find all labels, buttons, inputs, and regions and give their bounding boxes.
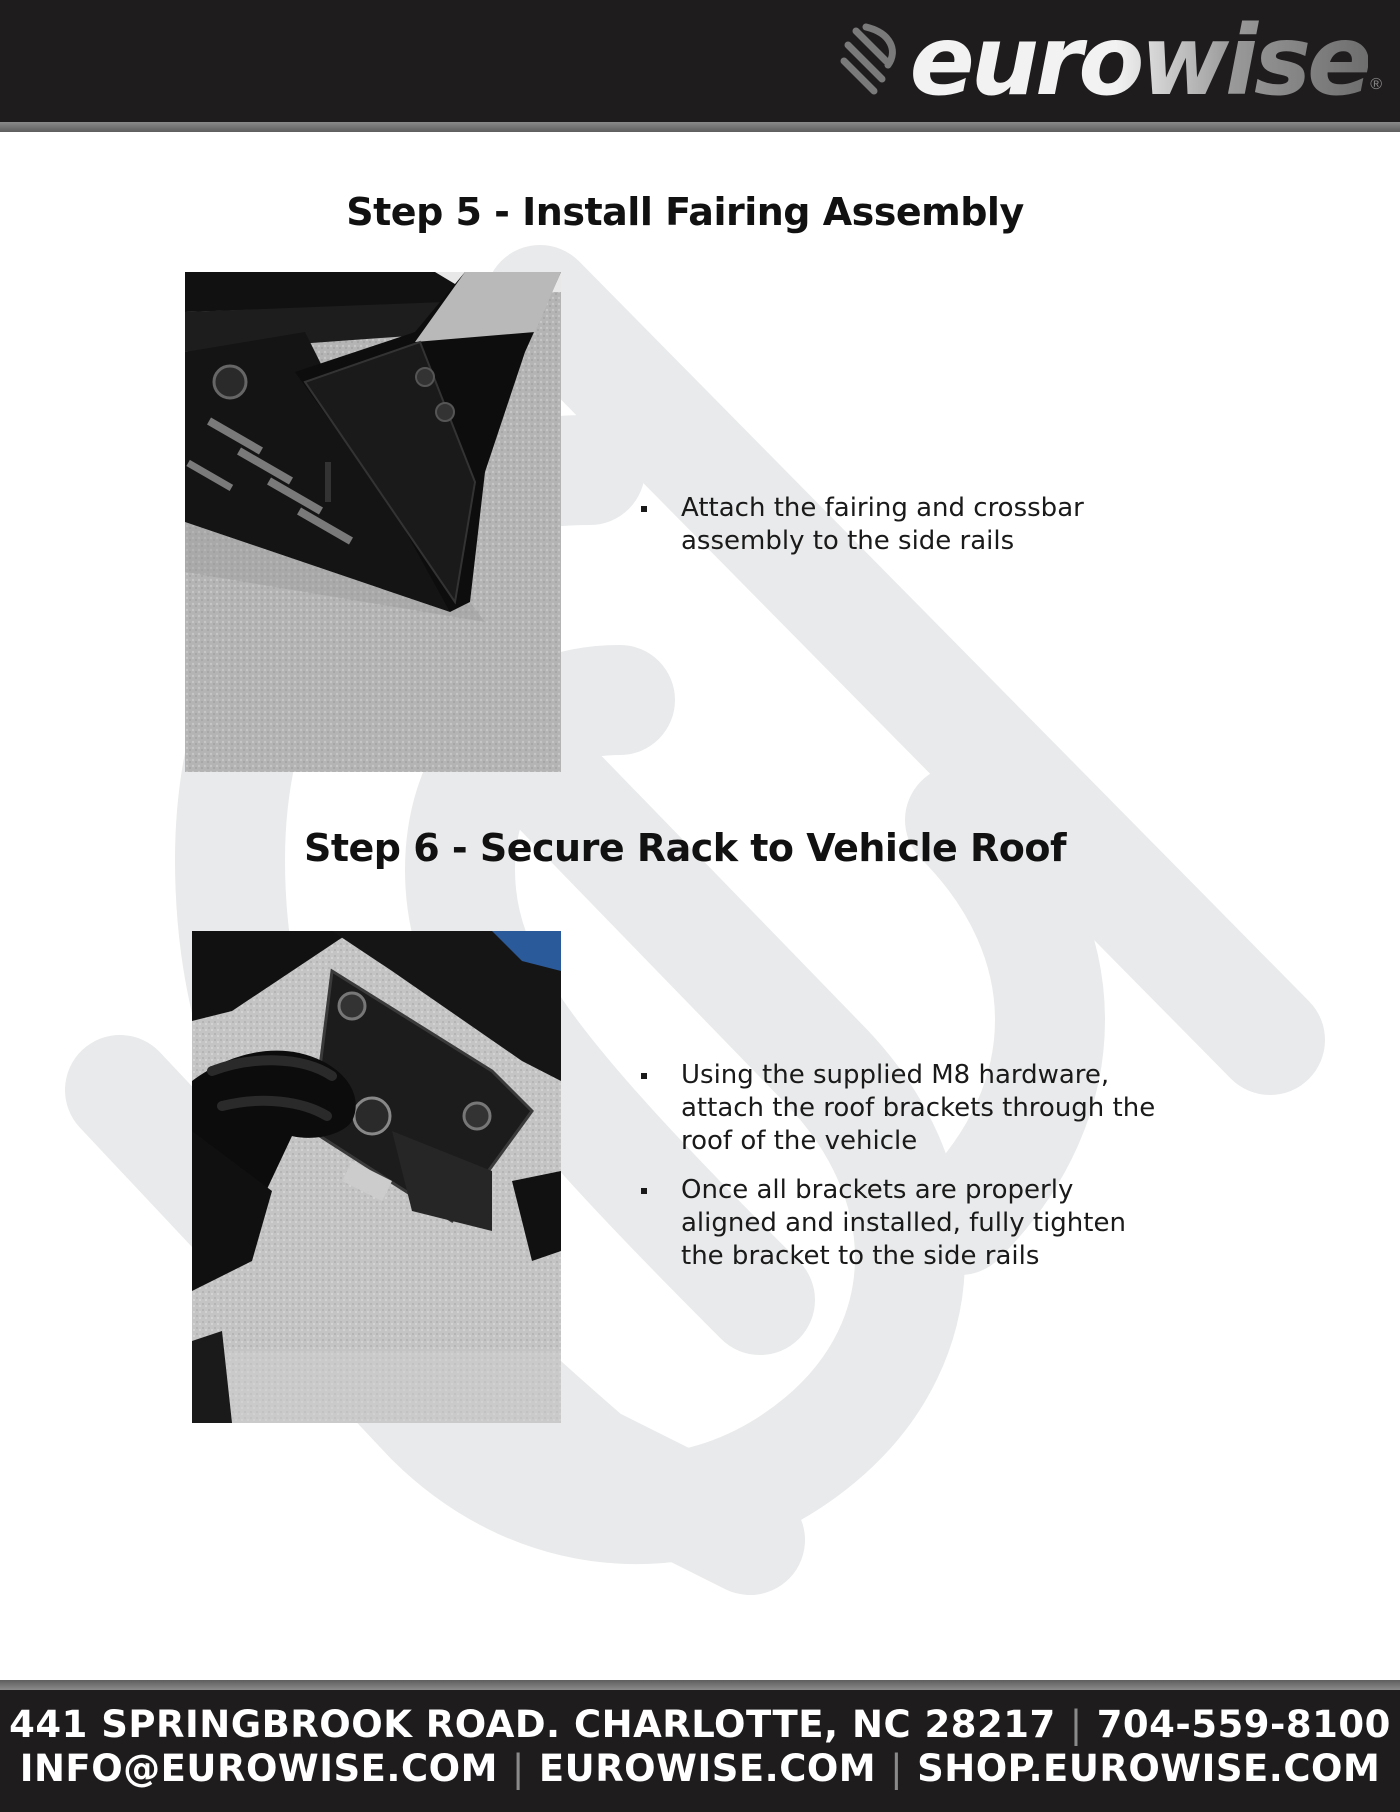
header-stripe [0,122,1400,132]
footer-address: 441 SPRINGBROOK ROAD. CHARLOTTE, NC 28217 [9,1703,1056,1746]
step-5-photo [185,272,561,772]
footer-phone: 704-559-8100 [1096,1703,1391,1746]
footer-email: INFO@EUROWISE.COM [19,1747,498,1790]
footer-separator: | [511,1747,525,1790]
list-item: Attach the fairing and crossbar assembly to the side rails [641,492,1111,558]
fairing-bracket-photo-icon [185,272,561,772]
list-item: Using the supplied M8 hardware, attach the roof brackets through the roof of the vehicle [641,1059,1161,1158]
step-5-title: Step 5 - Install Fairing Assembly [346,190,1024,234]
step-6-photo [192,931,561,1423]
footer-contact-line [0,1703,1400,1746]
footer-website: EUROWISE.COM [538,1747,877,1790]
logo-wordmark: eurowise [909,5,1369,117]
list-item: Once all brackets are properly aligned and installed, fully tighten the bracket to the side rails [641,1174,1161,1273]
step-6-instructions [641,1059,1161,1289]
step-6-title: Step 6 - Secure Rack to Vehicle Roof [303,826,1067,870]
footer-stripe [0,1680,1400,1690]
footer-separator: | [1069,1703,1083,1746]
step-5-instructions [641,492,1111,574]
roof-bracket-photo-icon [192,931,561,1423]
footer-web-line [0,1747,1400,1790]
footer-separator: | [890,1747,904,1790]
page-footer [0,1690,1400,1812]
eurowise-logo [836,5,1382,117]
footer-shop: SHOP.EUROWISE.COM [917,1747,1381,1790]
registered-mark: ® [1370,76,1382,93]
eurowise-mark-icon [836,21,906,101]
page-header [0,0,1400,122]
